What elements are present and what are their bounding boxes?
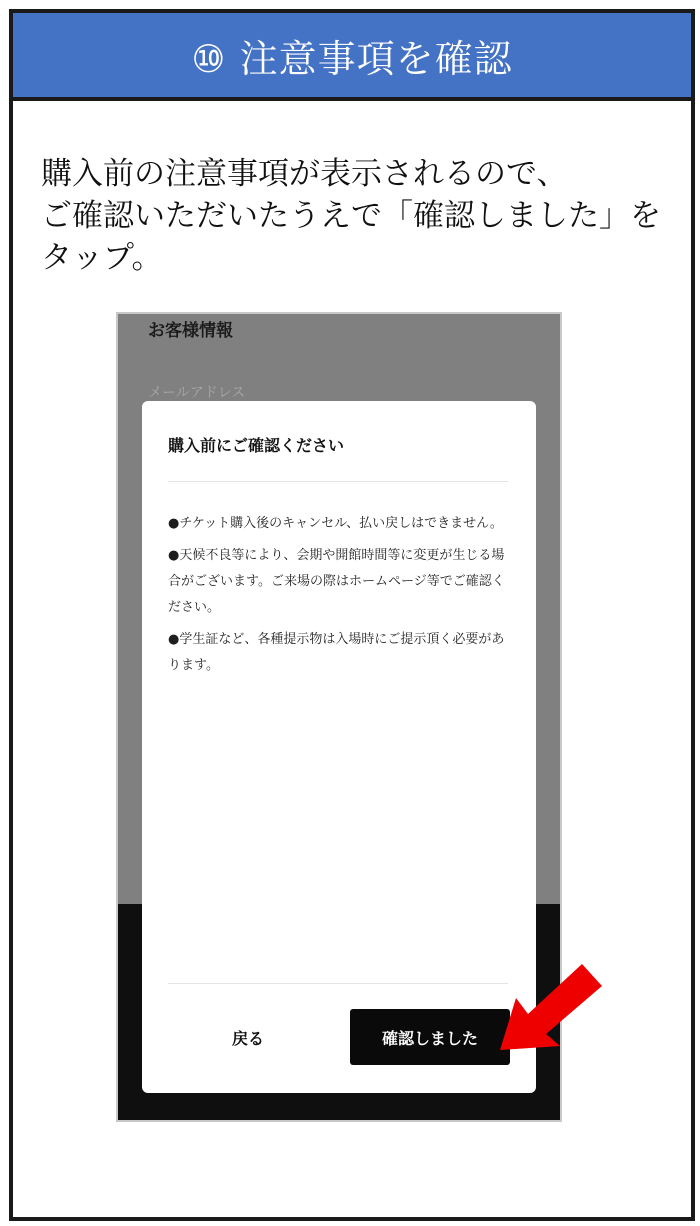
- step-title: ⑩ 注意事項を確認: [191, 36, 513, 81]
- modal-title: 購入前にご確認ください: [168, 436, 345, 455]
- back-button[interactable]: 戻る: [218, 1019, 278, 1055]
- modal-divider-top: [168, 481, 508, 482]
- instruction-text: [41, 153, 681, 279]
- instruction-line: ご確認いただいたうえで「確認しました」を: [41, 198, 661, 234]
- notice-item: ●チケット購入後のキャンセル、払い戻しはできません。: [168, 516, 503, 531]
- notice-item: ●天候不良等により、会期や開館時間等に変更が生じる場合がございます。ご来場の際はホームページ等でご確認ください。: [168, 548, 505, 615]
- instruction-line: タップ。: [41, 240, 163, 276]
- email-field-label: メールアドレス: [148, 385, 246, 401]
- red-arrow-icon: [494, 958, 606, 1062]
- instruction-line: 購入前の注意事項が表示されるので、: [41, 156, 568, 192]
- confirm-button[interactable]: 確認しました: [350, 1009, 510, 1065]
- customer-info-heading: お客様情報: [148, 321, 233, 341]
- modal-divider-bottom: [168, 983, 508, 984]
- step-header: [13, 13, 691, 101]
- confirmation-modal: [142, 401, 536, 1093]
- notice-item: ●学生証など、各種提示物は入場時にご提示頂く必要があります。: [168, 632, 505, 673]
- notice-list: [168, 511, 514, 685]
